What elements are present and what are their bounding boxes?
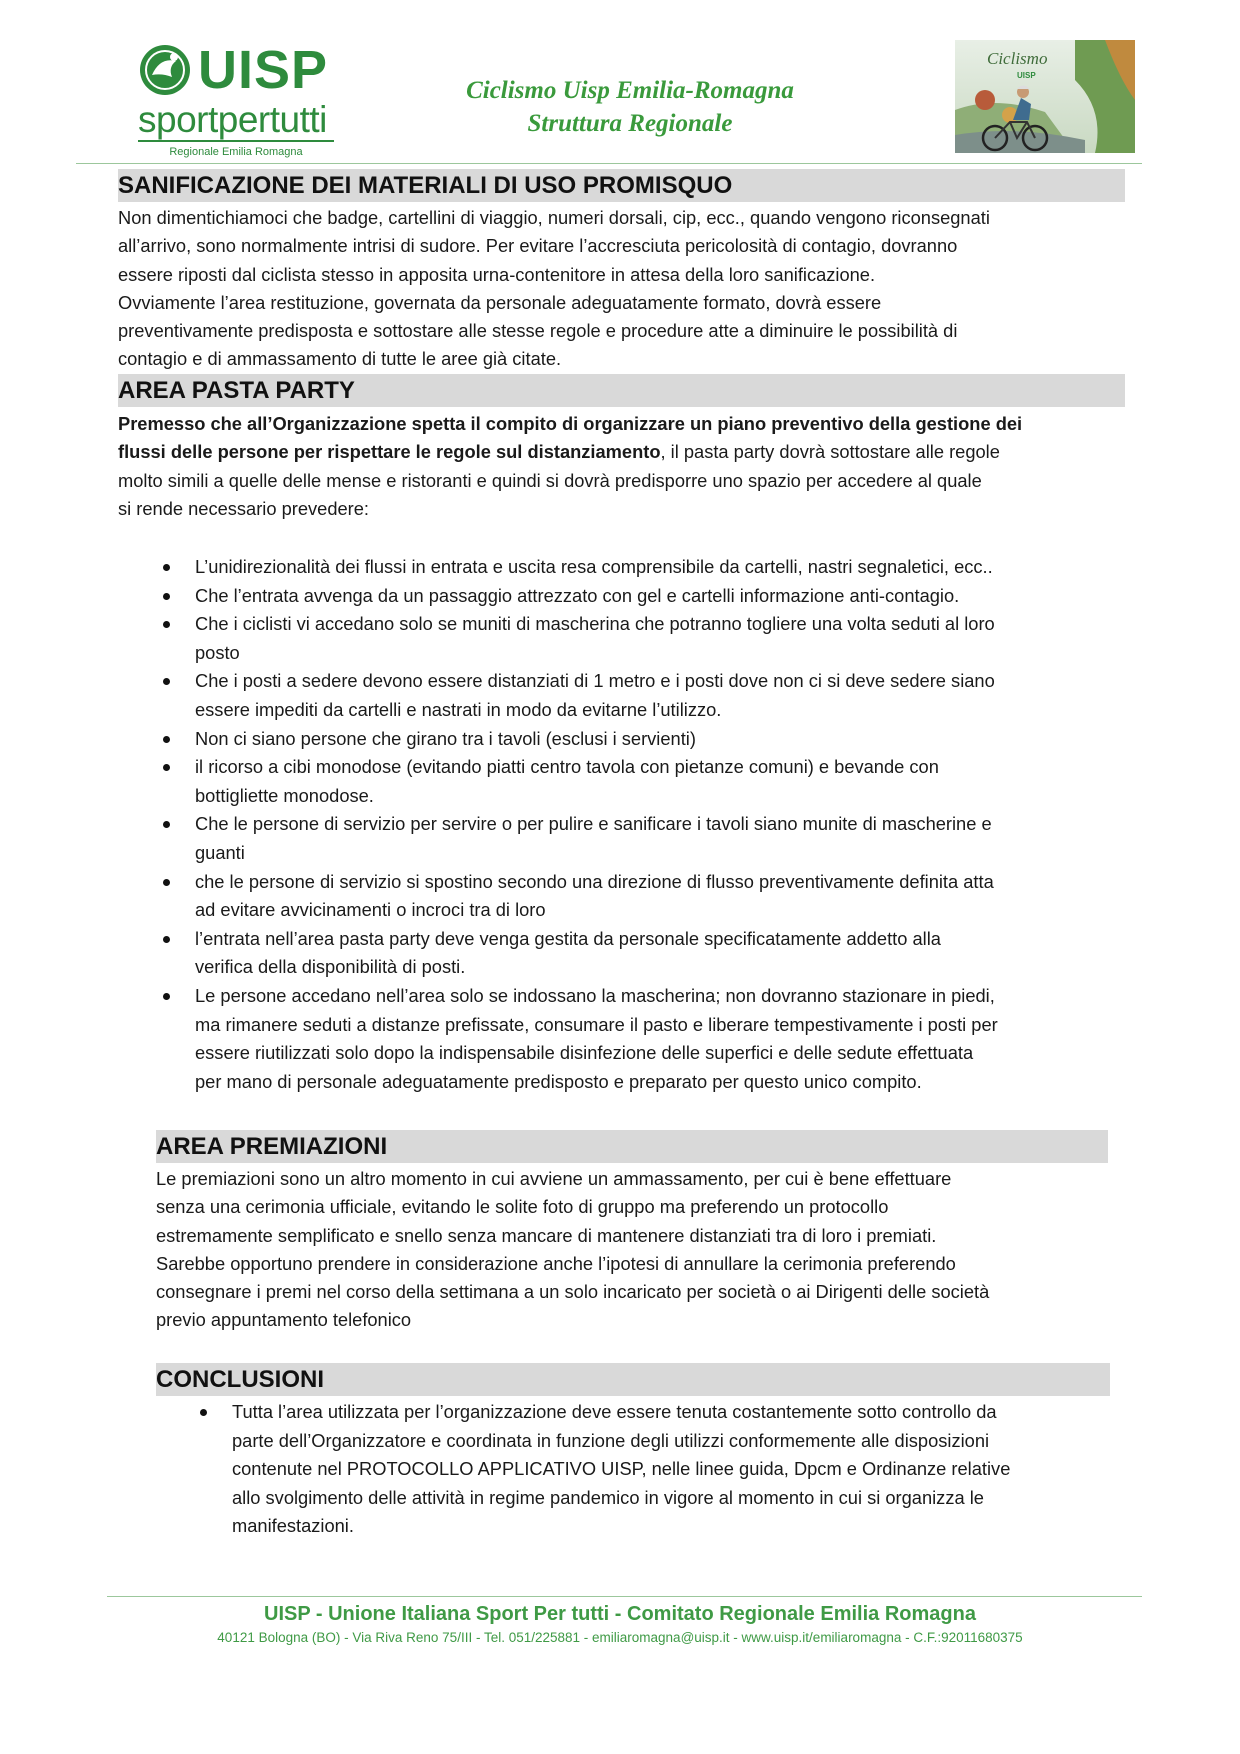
list-item-line: l’entrata nell’area pasta party deve venga gestita da personale specificatamente addetto alla (195, 927, 941, 949)
logo-subtitle: sportpertutti (138, 99, 327, 140)
pasta-party-bullet-list (157, 553, 1147, 1096)
text-line: contagio e di ammassamento di tutte le aree già citate. (118, 348, 562, 370)
intro-bold-text: Premesso che all’Organizzazione spetta il compito di organizzare un piano preventivo della gestione dei (118, 413, 1023, 434)
list-item (157, 553, 1147, 582)
intro-text: , il pasta party dovrà sottostare alle regole (660, 441, 1000, 463)
bullet-dot-icon (163, 621, 170, 628)
bullet-dot-icon (163, 764, 170, 771)
list-item (157, 810, 1147, 867)
text-line: Non dimentichiamoci che badge, cartellini di viaggio, numeri dorsali, cip, ecc., quando vengono riconsegnati (118, 207, 990, 228)
header-title-line2: Struttura Regionale (527, 110, 733, 137)
intro-bold-text: flussi delle persone per rispettare le regole sul distanziamento (118, 441, 661, 463)
cyclist-emblem-icon (138, 43, 192, 97)
bullet-dot-icon (163, 736, 170, 743)
list-item-line: ad evitare avvicinamenti o incroci tra di loro (195, 899, 546, 921)
list-item-line: guanti (195, 841, 245, 863)
list-item-line: parte dell’Organizzatore e coordinata in funzione degli utilizzi conformemente alle disposizioni (232, 1429, 990, 1451)
list-item-line: Non ci siano persone che girano tra i tavoli (esclusi i servienti) (195, 727, 696, 749)
list-item (157, 667, 1147, 724)
list-item (157, 610, 1147, 667)
list-item-line: ma rimanere seduti a distanze prefissate, consumare il pasto e liberare tempestivamente i posti per (195, 1013, 998, 1035)
logo-brand-text: UISP (198, 40, 329, 100)
list-item-line: essere impediti da cartelli e nastrati in modo da evitarne l’utilizzo. (195, 698, 722, 720)
footer-address: 40121 Bologna (BO) - Via Riva Reno 75/III - Tel. 051/225881 - emiliaromagna@uisp.it - www.uisp.it/emiliaromagna - C.F.:92011680375 (217, 1630, 1023, 1645)
list-item-line: Le persone accedano nell’area solo se indossano la mascherina; non dovranno stazionare in piedi, (195, 984, 995, 1006)
list-item (194, 1398, 1154, 1541)
footer-title: UISP - Unione Italiana Sport Per tutti - Comitato Regionale Emilia Romagna (264, 1603, 976, 1625)
ciclismo-image (955, 40, 1135, 153)
logo-divider (138, 140, 334, 142)
text-line: Le premiazioni sono un altro momento in cui avviene un ammassamento, per cui è bene effettuare (156, 1168, 952, 1189)
list-item-line: posto (195, 641, 240, 663)
logo-region-text: Regionale Emilia Romagna (169, 146, 303, 158)
header-title (400, 74, 860, 140)
header-title-line1: Ciclismo Uisp Emilia-Romagna (466, 77, 794, 104)
list-item-line: manifestazioni. (232, 1515, 354, 1537)
list-item-line: per mano di personale adeguatamente predisposto e preparato per questo unico compito. (195, 1070, 922, 1092)
list-item-line: contenute nel PROTOCOLLO APPLICATIVO UISP, nelle linee guida, Dpcm e Ordinanze relative (232, 1458, 1011, 1480)
bullet-dot-icon (163, 821, 170, 828)
footer-divider (107, 1596, 1142, 1597)
section-heading-sanificazione: SANIFICAZIONE DEI MATERIALI DI USO PROMISQUO (118, 169, 1125, 202)
text-line: essere riposti dal ciclista stesso in apposita urna-contenitore in attesa della loro sanificazione. (118, 263, 876, 285)
list-item-line: bottigliette monodose. (195, 784, 374, 806)
uisp-logo (138, 38, 338, 156)
list-item (157, 868, 1147, 925)
list-item-line: L’unidirezionalità dei flussi in entrata e uscita resa comprensibile da cartelli, nastri segnaletici, ecc.. (195, 556, 993, 577)
header-divider (76, 163, 1142, 164)
bullet-dot-icon (163, 936, 170, 943)
text-line: preventivamente predisposta e sottostare alle stesse regole e procedure atte a diminuire le possibilità di (118, 320, 958, 342)
ciclismo-image-brand: UISP (1017, 71, 1036, 80)
bullet-dot-icon (200, 1409, 207, 1416)
text-line: all’arrivo, sono normalmente intrisi di sudore. Per evitare l’accresciuta pericolosità di contagio, dovranno (118, 235, 958, 257)
text-line: Ovviamente l’area restituzione, governata da personale adeguatamente formato, dovrà essere (118, 291, 882, 313)
list-item (157, 582, 1147, 611)
list-item-line: Che l’entrata avvenga da un passaggio attrezzato con gel e cartelli informazione anti-contagio. (195, 584, 960, 606)
text-line: estremamente semplificato e snello senza mancare di mantenere distanziati tra di loro i premiati. (156, 1224, 937, 1246)
list-item-line: il ricorso a cibi monodose (evitando piatti centro tavola con pietanze comuni) e bevande con (195, 756, 939, 778)
list-item-line: che le persone di servizio si spostino secondo una direzione di flusso preventivamente definita atta (195, 870, 994, 892)
list-item-line: Che le persone di servizio per servire o per pulire e sanificare i tavoli siano munite di mascherine e (195, 813, 992, 835)
list-item (157, 753, 1147, 810)
list-item-line: verifica della disponibilità di posti. (195, 956, 466, 978)
pasta-party-intro (118, 410, 1148, 523)
list-item (157, 725, 1147, 754)
text-line: senza una cerimonia ufficiale, evitando le solite foto di gruppo ma preferendo un protocollo (156, 1196, 889, 1218)
section-heading-conclusioni: CONCLUSIONI (156, 1363, 1110, 1396)
section-heading-premiazioni: AREA PREMIAZIONI (156, 1130, 1108, 1163)
text-line: consegnare i premi nel corso della settimana a un solo incaricato per società o ai Dirigenti delle società (156, 1281, 990, 1303)
ciclismo-image-label: Ciclismo (987, 49, 1048, 68)
bullet-dot-icon (163, 564, 170, 571)
section-heading-pasta-party: AREA PASTA PARTY (118, 374, 1125, 407)
list-item-line: Che i ciclisti vi accedano solo se muniti di mascherina che potranno togliere una volta seduti al loro (195, 613, 995, 635)
list-item (157, 925, 1147, 982)
sanificazione-text (118, 204, 1148, 374)
text-line: previo appuntamento telefonico (156, 1309, 412, 1331)
bullet-dot-icon (163, 593, 170, 600)
premiazioni-text (156, 1165, 1156, 1335)
list-item-line: Tutta l’area utilizzata per l’organizzazione deve essere tenuta costantemente sotto controllo da (232, 1401, 997, 1422)
conclusioni-bullet-list (194, 1398, 1154, 1541)
intro-text: si rende necessario prevedere: (118, 497, 370, 519)
bullet-dot-icon (163, 879, 170, 886)
text-line: Sarebbe opportuno prendere in considerazione anche l’ipotesi di annullare la cerimonia preferendo (156, 1252, 956, 1274)
list-item-line: allo svolgimento delle attività in regime pandemico in vigore al momento in cui si organizza le (232, 1486, 984, 1508)
bullet-dot-icon (163, 678, 170, 685)
list-item-line: essere riutilizzati solo dopo la indispensabile disinfezione delle superfici e delle sedute effettuata (195, 1042, 974, 1064)
list-item-line: Che i posti a sedere devono essere distanziati di 1 metro e i posti dove non ci si deve sedere siano (195, 670, 995, 692)
intro-text: molto simili a quelle delle mense e ristoranti e quindi si dovrà predisporre uno spazio per accedere al quale (118, 469, 982, 491)
bullet-dot-icon (163, 993, 170, 1000)
list-item (157, 982, 1147, 1096)
